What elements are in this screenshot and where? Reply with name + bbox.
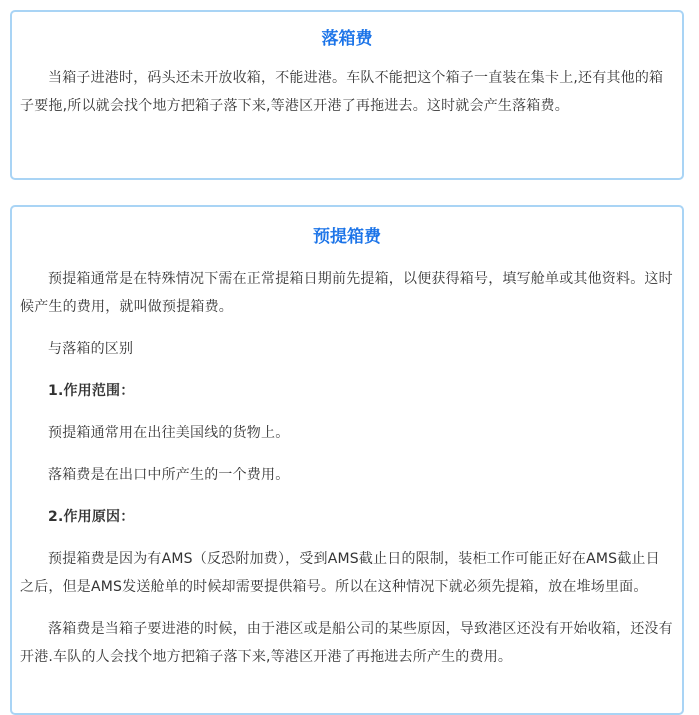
reason-heading: 2.作用原因： <box>48 509 135 525</box>
section-paragraph: 当箱子进港时，码头还未开放收箱，不能进港。车队不能把这个箱子一直装在集卡上,还有其他的箱子要拖,所以就会找个地方把箱子落下来,等港区开港了再拖进去。这时就会产生落箱费。 <box>20 70 664 114</box>
reason-item: 预提箱费是因为有AMS（反恐附加费），受到AMS截止日的限制，装柜工作可能正好在AMS截止日之后，但是AMS发送舱单的时候却需要提供箱号。所以在这种情况下就必须先提箱，放在堆场里面。 <box>20 551 660 595</box>
scope-item: 落箱费是在出口中所产生的一个费用。 <box>48 467 290 483</box>
difference-label: 与落箱的区别 <box>48 341 134 357</box>
section-card-luoxiang <box>10 10 684 180</box>
scope-item: 预提箱通常用在出往美国线的货物上。 <box>48 425 290 441</box>
section-intro: 预提箱通常是在特殊情况下需在正常提箱日期前先提箱，以便获得箱号，填写舱单或其他资料。这时候产生的费用，就叫做预提箱费。 <box>20 271 673 315</box>
section-title: 预提箱费 <box>313 227 381 247</box>
section-title: 落箱费 <box>321 29 373 49</box>
reason-item: 落箱费是当箱子要进港的时候，由于港区或是船公司的某些原因，导致港区还没有开始收箱，还没有开港.车队的人会找个地方把箱子落下来,等港区开港了再拖进去所产生的费用。 <box>20 621 673 665</box>
section-card-yutixiang <box>10 205 684 715</box>
scope-heading: 1.作用范围： <box>48 383 135 399</box>
